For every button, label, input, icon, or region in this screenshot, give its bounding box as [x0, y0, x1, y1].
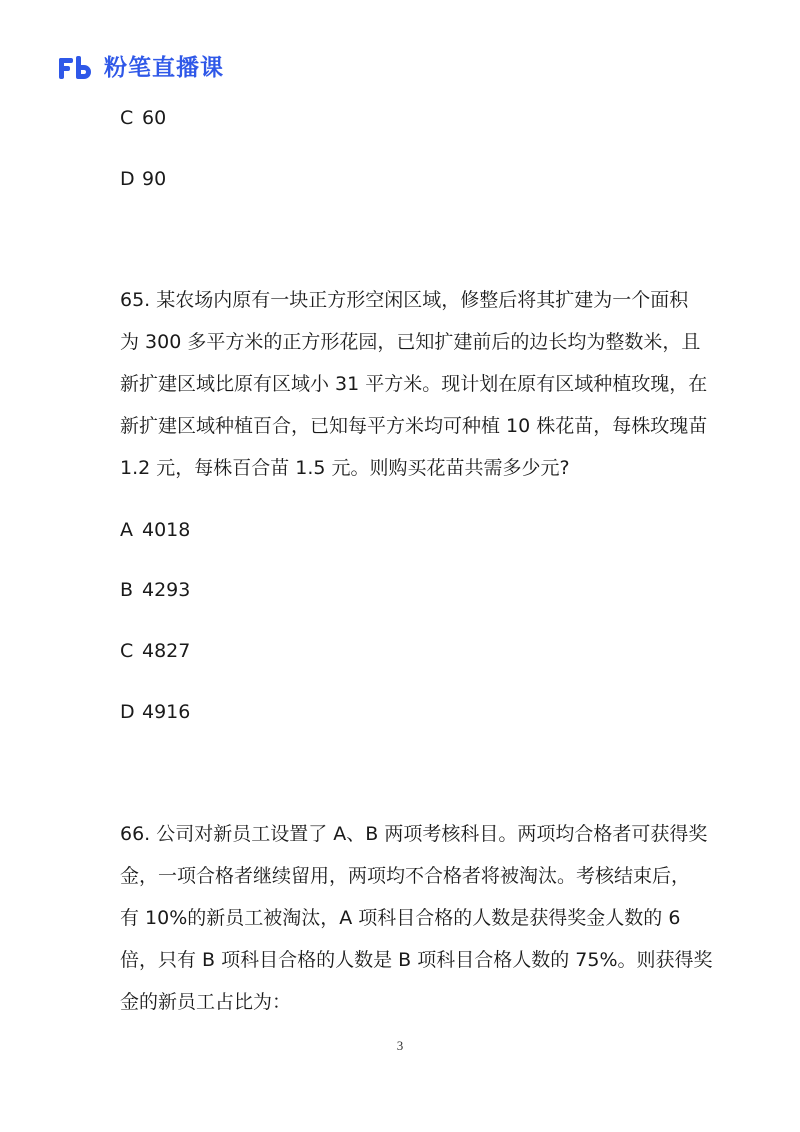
option-letter: D — [120, 168, 135, 190]
option-letter: C — [120, 640, 134, 662]
option-c — [120, 106, 166, 130]
question-66-line: 金，一项合格者继续留用，两项均不合格者将被淘汰。考核结束后， — [120, 865, 691, 887]
question-65-line: 1.2 元，每株百合苗 1.5 元。则购买花苗共需多少元? — [120, 457, 570, 479]
option-letter: A — [120, 519, 133, 541]
page-number: 3 — [396, 1038, 404, 1053]
question-66-line: 有 10%的新员工被淘汰，A 项科目合格的人数是获得奖金人数的 6 — [120, 907, 681, 929]
question-65-line: 为 300 多平方米的正方形花园，已知扩建前后的边长均为整数米，且 — [120, 331, 701, 353]
question-65-line: 65. 某农场内原有一块正方形空闲区域，修整后将其扩建为一个面积 — [120, 289, 689, 311]
option-letter: C — [120, 107, 134, 129]
question-66-line: 金的新员工占比为： — [120, 991, 292, 1013]
option-value: 60 — [142, 107, 167, 129]
question-65-line: 新扩建区域种植百合，已知每平方米均可种植 10 株花苗，每株玫瑰苗 — [120, 415, 708, 437]
option-value: 4293 — [142, 579, 191, 601]
question-65-line: 新扩建区域比原有区域小 31 平方米。现计划在原有区域种植玫瑰，在 — [120, 373, 708, 395]
option-letter: D — [120, 701, 135, 723]
logo-text: 粉笔直播课 — [104, 55, 224, 81]
option-a — [120, 518, 190, 542]
brand-logo — [58, 52, 224, 84]
option-c — [120, 639, 190, 663]
option-b — [120, 578, 190, 602]
option-value: 90 — [142, 168, 167, 190]
option-d — [120, 167, 166, 191]
option-d — [120, 700, 190, 724]
question-66-line: 倍，只有 B 项科目合格的人数是 B 项科目合格人数的 75%。则获得奖 — [120, 949, 713, 971]
fenbi-logo-icon — [58, 55, 94, 81]
option-value: 4916 — [142, 701, 191, 723]
option-value: 4018 — [142, 519, 191, 541]
option-value: 4827 — [142, 640, 191, 662]
option-letter: B — [120, 579, 134, 601]
question-66-line: 66. 公司对新员工设置了 A、B 两项考核科目。两项均合格者可获得奖 — [120, 823, 708, 845]
